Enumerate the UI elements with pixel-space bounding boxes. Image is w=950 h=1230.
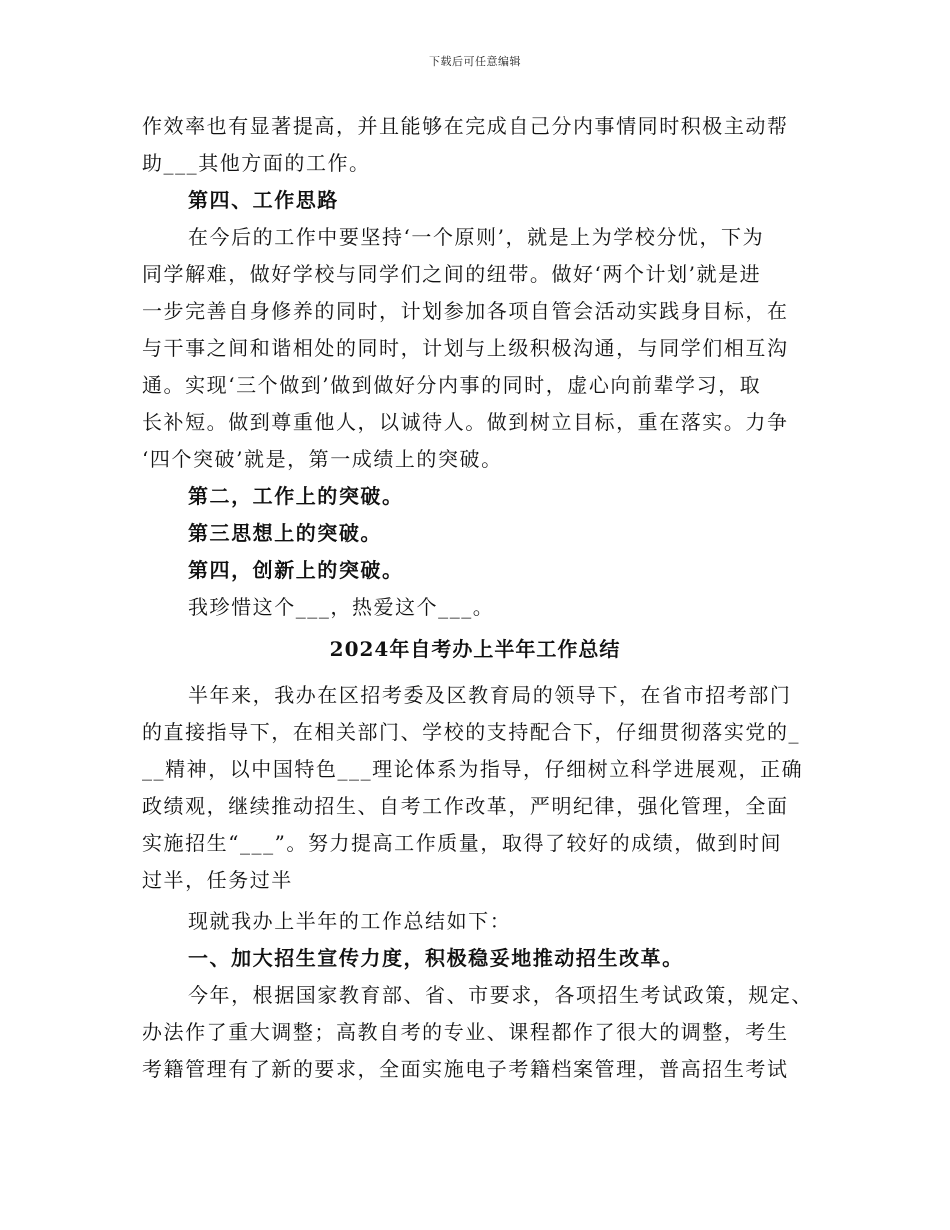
body-line: ‘四个突破’就是，第一成绩上的突破。 [142,447,503,471]
body-line: 通。实现‘三个做到’做到做好分内事的同时，虚心向前辈学习，取 [142,373,762,397]
body-line: 的直接指导下，在相关部门、学校的支持配合下，仔细贯彻落实党的_ [142,720,801,744]
document-title: 2024年自考办上半年工作总结 [329,637,621,661]
body-line: 同学解难，做好学校与同学们之间的纽带。做好‘两个计划’就是进 [142,262,762,286]
summary-lead: 现就我办上半年的工作总结如下： [188,909,512,933]
body-line: 长补短。做到尊重他人，以诚待人。做到树立目标，重在落实。力争 [142,410,789,434]
body-line: 在今后的工作中要坚持‘一个原则’，就是上为学校分忧，下为 [188,225,765,249]
body-line: 政绩观，继续推动招生、自考工作改革，严明纪律，强化管理，全面 [142,794,789,818]
body-line: 作效率也有显著提高，并且能够在完成自己分内事情同时积极主动帮 [142,114,789,138]
body-line: 与干事之间和谐相处的同时，计划与上级积极沟通，与同学们相互沟 [142,336,789,360]
body-line: __精神，以中国特色___理论体系为指导，仔细树立科学进展观，正确 [142,757,804,781]
breakthrough-work: 第二，工作上的突破。 [188,484,404,508]
body-line: 半年来，我办在区招考委及区教育局的领导下，在省市招考部门 [188,683,792,707]
page-header: 下载后可任意编辑 [429,55,521,68]
body-line: 实施招生“___”。努力提高工作质量，取得了较好的成绩，做到时间 [142,831,783,855]
breakthrough-innovation: 第四，创新上的突破。 [188,558,404,582]
body-line: 一步完善自身修养的同时，计划参加各项自管会活动实践身目标，在 [142,299,789,323]
body-line: 过半，任务过半 [142,868,293,892]
section-heading-1: 一、加大招生宣传力度，积极稳妥地推动招生改革。 [188,946,684,970]
body-line: 办法作了重大调整；高教自考的专业、课程都作了很大的调整，考生 [142,1020,789,1044]
breakthrough-thought: 第三思想上的突破。 [188,521,382,545]
document-body [142,108,813,1088]
section-heading-work-ideas: 第四、工作思路 [188,188,339,212]
body-line: 助___其他方面的工作。 [142,151,371,175]
body-line: 今年，根据国家教育部、省、市要求，各项招生考试政策，规定、 [188,983,813,1007]
closing-line: 我珍惜这个___，热爱这个___。 [188,595,495,619]
body-line: 考籍管理有了新的要求，全面实施电子考籍档案管理，普高招生考试 [142,1057,789,1081]
